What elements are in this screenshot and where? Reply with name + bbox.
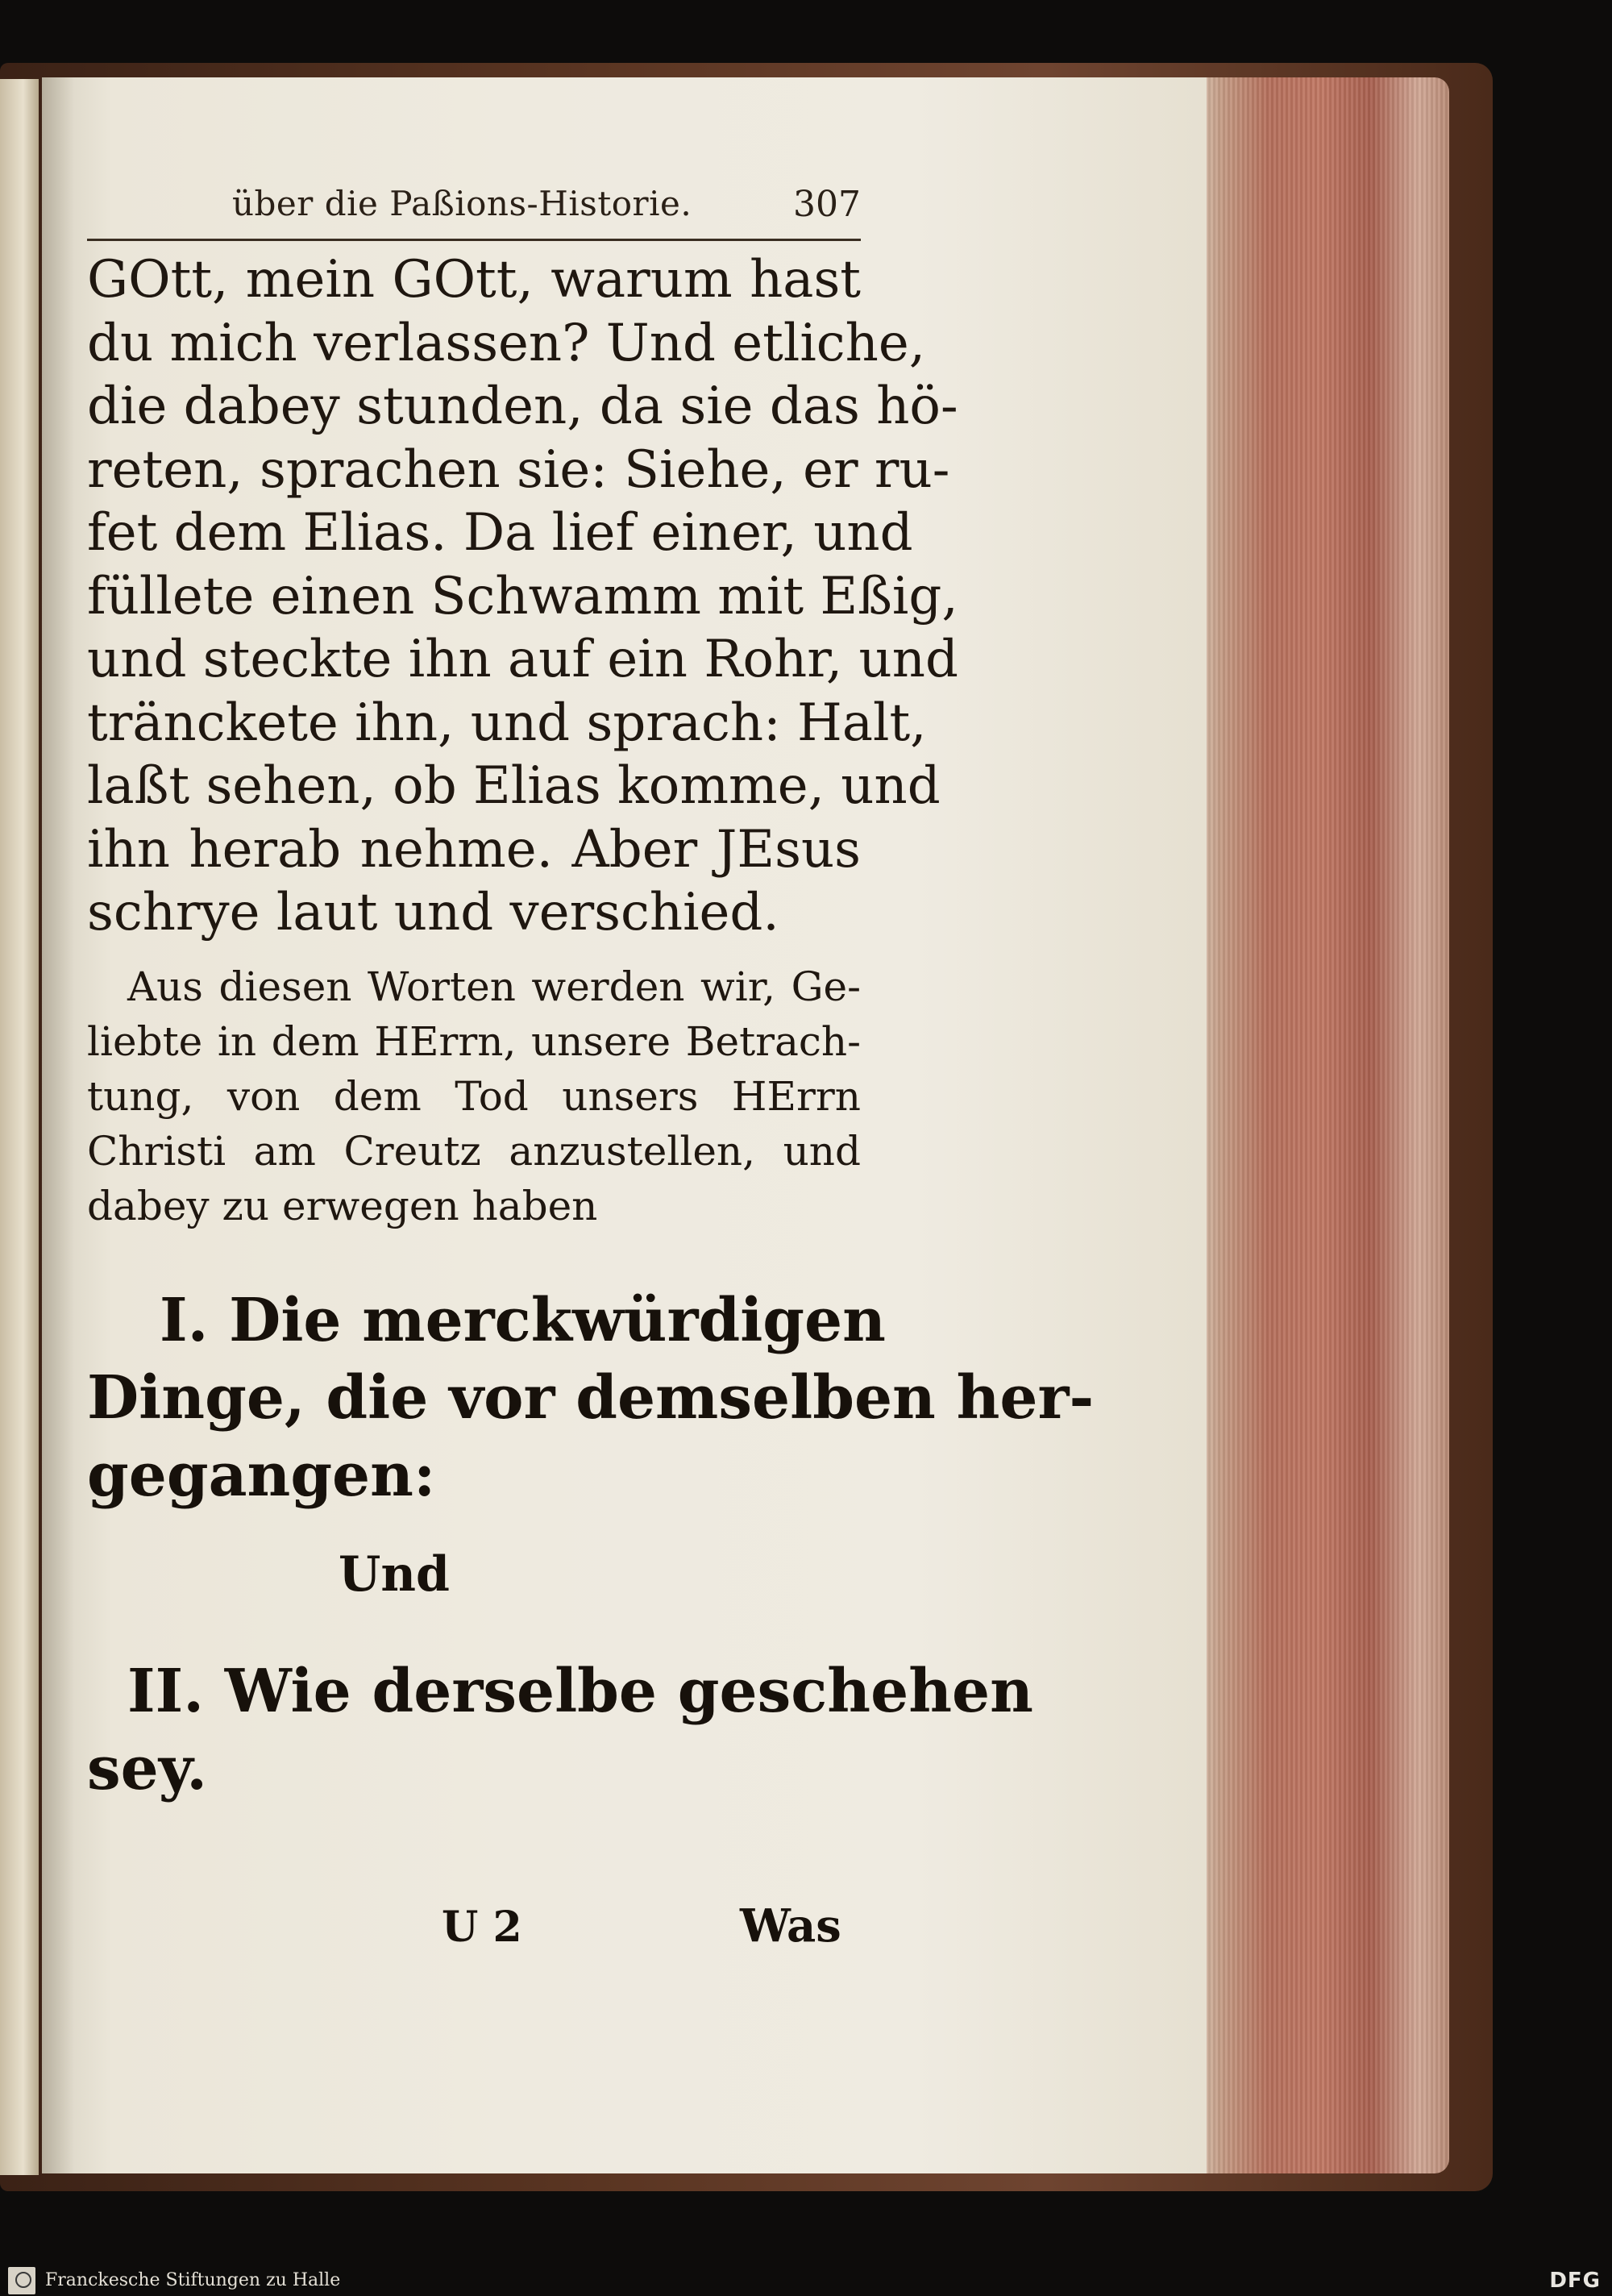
text-line: Christi am Creutz anzustellen, und [87, 1128, 861, 1175]
gutter-shadow [42, 77, 74, 2173]
signature-mark: U 2 [442, 1903, 522, 1952]
text-line: Aus diesen Worten werden wir, Ge- [127, 963, 861, 1010]
text-line: laßt sehen, ob Elias komme, und [87, 756, 941, 816]
text-line: reten, sprachen sie: Siehe, er ru- [87, 439, 950, 500]
institution-logo-icon [8, 2267, 35, 2294]
heading-line: I. Die merckwürdigen [160, 1286, 886, 1355]
heading-line: II. Wie derselbe geschehen [127, 1657, 1033, 1726]
heading-line: Dinge, die vor demselben her- [87, 1363, 1095, 1433]
text-line: du mich verlassen? Und etliche, [87, 313, 926, 373]
text-line: liebte in dem HErrn, unsere Betrach- [87, 1018, 861, 1065]
left-page-stack [0, 79, 39, 2175]
footer-bar [0, 2264, 1612, 2296]
text-line: die dabey stunden, da sie das hö- [87, 376, 958, 436]
fore-edge [1191, 77, 1449, 2173]
text-line: tung, von dem Tod unsers HErrn [87, 1073, 861, 1120]
page-header [87, 179, 861, 237]
section-heading-2 [87, 1653, 1033, 1807]
header-rule [87, 239, 861, 241]
text-line: dabey zu erwegen haben [87, 1183, 598, 1229]
conjunction: Und [339, 1546, 450, 1603]
text-line: GOtt, mein GOtt, warum hast [87, 250, 861, 310]
page-number: 307 [793, 184, 861, 225]
text-line: tränckete ihn, und sprach: Halt, [87, 693, 927, 753]
text-line: fet dem Elias. Da lief einer, und [87, 503, 913, 563]
text-line: schrye laut und verschied. [87, 883, 779, 942]
text-line: füllete einen Schwamm mit Eßig, [87, 566, 958, 626]
heading-line: gegangen: [87, 1441, 436, 1510]
text-line: und steckte ihn auf ein Rohr, und [87, 630, 958, 689]
running-title: über die Paßions-Historie. [232, 184, 692, 223]
heading-line: sey. [87, 1734, 208, 1803]
section-heading-1 [87, 1282, 1095, 1514]
funder-logo: DFG [1549, 2269, 1601, 2293]
institution-name: Franckesche Stiftungen zu Halle [45, 2270, 341, 2290]
text-line: ihn herab nehme. Aber JEsus [87, 819, 861, 880]
intro-paragraph [87, 959, 861, 1233]
catchword: Was [740, 1899, 841, 1953]
scripture-quote [87, 248, 958, 945]
